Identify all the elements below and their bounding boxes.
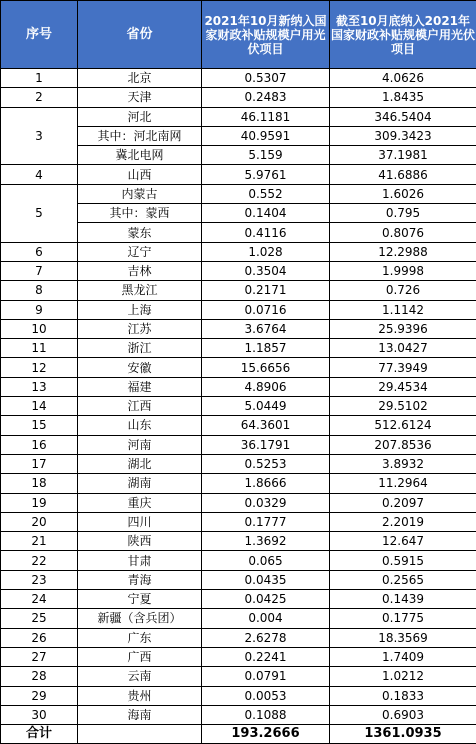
row-new-oct: 0.4116 bbox=[202, 223, 330, 242]
row-province: 山西 bbox=[78, 165, 202, 184]
row-new-oct: 0.0053 bbox=[202, 686, 330, 705]
row-cumulative: 1.9998 bbox=[330, 261, 476, 280]
row-cumulative: 1.6026 bbox=[330, 184, 476, 203]
row-cumulative: 0.8076 bbox=[330, 223, 476, 242]
row-new-oct: 64.3601 bbox=[202, 416, 330, 435]
row-cumulative: 346.5404 bbox=[330, 107, 476, 126]
row-new-oct: 0.0716 bbox=[202, 300, 330, 319]
row-province: 四川 bbox=[78, 512, 202, 531]
row-index: 13 bbox=[1, 377, 78, 396]
row-new-oct: 4.8906 bbox=[202, 377, 330, 396]
row-province: 浙江 bbox=[78, 339, 202, 358]
row-province: 河南 bbox=[78, 435, 202, 454]
row-cumulative: 512.6124 bbox=[330, 416, 476, 435]
row-province: 江西 bbox=[78, 397, 202, 416]
row-cumulative: 0.726 bbox=[330, 281, 476, 300]
table-row bbox=[1, 609, 476, 628]
row-province: 蒙东 bbox=[78, 223, 202, 242]
table-body bbox=[1, 69, 476, 744]
table-row bbox=[1, 454, 476, 473]
row-cumulative: 3.8932 bbox=[330, 454, 476, 473]
row-new-oct: 5.0449 bbox=[202, 397, 330, 416]
row-new-oct: 1.028 bbox=[202, 242, 330, 261]
row-cumulative: 13.0427 bbox=[330, 339, 476, 358]
row-new-oct: 0.0791 bbox=[202, 667, 330, 686]
row-province: 福建 bbox=[78, 377, 202, 396]
row-index: 6 bbox=[1, 242, 78, 261]
row-cumulative: 0.1775 bbox=[330, 609, 476, 628]
row-province: 云南 bbox=[78, 667, 202, 686]
row-cumulative: 41.6886 bbox=[330, 165, 476, 184]
row-cumulative: 37.1981 bbox=[330, 146, 476, 165]
row-index: 14 bbox=[1, 397, 78, 416]
row-cumulative: 1.1142 bbox=[330, 300, 476, 319]
row-province: 陕西 bbox=[78, 532, 202, 551]
table-row bbox=[1, 628, 476, 647]
row-cumulative: 0.5915 bbox=[330, 551, 476, 570]
row-new-oct: 5.159 bbox=[202, 146, 330, 165]
row-cumulative: 0.6903 bbox=[330, 705, 476, 724]
table-row bbox=[1, 377, 476, 396]
row-province: 山东 bbox=[78, 416, 202, 435]
table-row bbox=[1, 69, 476, 88]
row-cumulative: 1.8435 bbox=[330, 88, 476, 107]
header-new-oct: 2021年10月新纳入国家财政补贴规模户用光伏项目 bbox=[202, 1, 330, 69]
row-new-oct: 1.8666 bbox=[202, 474, 330, 493]
row-province: 黑龙江 bbox=[78, 281, 202, 300]
row-province: 江苏 bbox=[78, 319, 202, 338]
total-label: 合计 bbox=[1, 725, 78, 744]
row-province: 湖北 bbox=[78, 454, 202, 473]
table-header bbox=[1, 1, 476, 69]
row-index: 9 bbox=[1, 300, 78, 319]
row-new-oct: 0.3504 bbox=[202, 261, 330, 280]
row-cumulative: 29.4534 bbox=[330, 377, 476, 396]
table-row bbox=[1, 570, 476, 589]
row-new-oct: 15.6656 bbox=[202, 358, 330, 377]
row-province: 其中：蒙西 bbox=[78, 204, 202, 223]
row-index: 24 bbox=[1, 590, 78, 609]
table-row bbox=[1, 107, 476, 126]
table-row bbox=[1, 339, 476, 358]
total-cumulative: 1361.0935 bbox=[330, 725, 476, 744]
row-new-oct: 0.2241 bbox=[202, 647, 330, 666]
row-index: 11 bbox=[1, 339, 78, 358]
row-index: 25 bbox=[1, 609, 78, 628]
row-index: 19 bbox=[1, 493, 78, 512]
row-index: 27 bbox=[1, 647, 78, 666]
table-row bbox=[1, 416, 476, 435]
table-row bbox=[1, 647, 476, 666]
table-row bbox=[1, 165, 476, 184]
table-row bbox=[1, 300, 476, 319]
row-province: 海南 bbox=[78, 705, 202, 724]
row-index: 23 bbox=[1, 570, 78, 589]
row-index: 15 bbox=[1, 416, 78, 435]
total-new-oct: 193.2666 bbox=[202, 725, 330, 744]
total-row bbox=[1, 725, 476, 744]
row-index: 22 bbox=[1, 551, 78, 570]
table-row bbox=[1, 358, 476, 377]
row-cumulative: 0.1833 bbox=[330, 686, 476, 705]
row-index: 16 bbox=[1, 435, 78, 454]
row-new-oct: 3.6764 bbox=[202, 319, 330, 338]
header-row bbox=[1, 1, 476, 69]
row-new-oct: 5.9761 bbox=[202, 165, 330, 184]
row-cumulative: 12.647 bbox=[330, 532, 476, 551]
header-cumulative: 截至10月底纳入2021年国家财政补贴规模户用光伏项目 bbox=[330, 1, 476, 69]
row-cumulative: 2.2019 bbox=[330, 512, 476, 531]
table-row bbox=[1, 493, 476, 512]
row-cumulative: 18.3569 bbox=[330, 628, 476, 647]
row-province: 新疆（含兵团） bbox=[78, 609, 202, 628]
row-new-oct: 0.5307 bbox=[202, 69, 330, 88]
row-new-oct: 0.5253 bbox=[202, 454, 330, 473]
total-province-empty bbox=[78, 725, 202, 744]
row-cumulative: 0.1439 bbox=[330, 590, 476, 609]
header-index: 序号 bbox=[1, 1, 78, 69]
row-new-oct: 0.0425 bbox=[202, 590, 330, 609]
row-new-oct: 0.2171 bbox=[202, 281, 330, 300]
row-index: 28 bbox=[1, 667, 78, 686]
row-cumulative: 12.2988 bbox=[330, 242, 476, 261]
table-row bbox=[1, 686, 476, 705]
row-province: 贵州 bbox=[78, 686, 202, 705]
row-index: 30 bbox=[1, 705, 78, 724]
row-province: 宁夏 bbox=[78, 590, 202, 609]
row-province: 内蒙古 bbox=[78, 184, 202, 203]
table-row bbox=[1, 281, 476, 300]
row-cumulative: 0.2565 bbox=[330, 570, 476, 589]
row-new-oct: 0.1777 bbox=[202, 512, 330, 531]
table-row bbox=[1, 590, 476, 609]
table-row bbox=[1, 261, 476, 280]
row-new-oct: 0.004 bbox=[202, 609, 330, 628]
row-cumulative: 25.9396 bbox=[330, 319, 476, 338]
row-new-oct: 0.552 bbox=[202, 184, 330, 203]
row-province: 河北 bbox=[78, 107, 202, 126]
table-row bbox=[1, 705, 476, 724]
row-cumulative: 77.3949 bbox=[330, 358, 476, 377]
row-cumulative: 309.3423 bbox=[330, 126, 476, 145]
row-province: 青海 bbox=[78, 570, 202, 589]
row-new-oct: 0.2483 bbox=[202, 88, 330, 107]
table-row bbox=[1, 242, 476, 261]
row-cumulative: 1.7409 bbox=[330, 647, 476, 666]
table-row bbox=[1, 88, 476, 107]
table-row bbox=[1, 532, 476, 551]
row-index: 21 bbox=[1, 532, 78, 551]
row-index: 20 bbox=[1, 512, 78, 531]
row-province: 吉林 bbox=[78, 261, 202, 280]
row-index: 12 bbox=[1, 358, 78, 377]
table-row bbox=[1, 184, 476, 203]
row-province: 上海 bbox=[78, 300, 202, 319]
row-new-oct: 36.1791 bbox=[202, 435, 330, 454]
table-row bbox=[1, 474, 476, 493]
row-province: 其中：河北南网 bbox=[78, 126, 202, 145]
row-province: 安徽 bbox=[78, 358, 202, 377]
row-new-oct: 1.1857 bbox=[202, 339, 330, 358]
row-cumulative: 0.2097 bbox=[330, 493, 476, 512]
row-index: 17 bbox=[1, 454, 78, 473]
row-index: 26 bbox=[1, 628, 78, 647]
row-index: 2 bbox=[1, 88, 78, 107]
table-row bbox=[1, 667, 476, 686]
row-province: 辽宁 bbox=[78, 242, 202, 261]
row-new-oct: 1.3692 bbox=[202, 532, 330, 551]
row-index: 10 bbox=[1, 319, 78, 338]
row-province: 湖南 bbox=[78, 474, 202, 493]
row-new-oct: 0.0329 bbox=[202, 493, 330, 512]
row-province: 甘肃 bbox=[78, 551, 202, 570]
row-new-oct: 0.0435 bbox=[202, 570, 330, 589]
row-new-oct: 0.1088 bbox=[202, 705, 330, 724]
row-new-oct: 0.1404 bbox=[202, 204, 330, 223]
table-row bbox=[1, 512, 476, 531]
row-cumulative: 207.8536 bbox=[330, 435, 476, 454]
row-index: 18 bbox=[1, 474, 78, 493]
row-cumulative: 1.0212 bbox=[330, 667, 476, 686]
row-province: 天津 bbox=[78, 88, 202, 107]
row-cumulative: 4.0626 bbox=[330, 69, 476, 88]
header-province: 省份 bbox=[78, 1, 202, 69]
row-new-oct: 40.9591 bbox=[202, 126, 330, 145]
row-cumulative: 29.5102 bbox=[330, 397, 476, 416]
row-index: 4 bbox=[1, 165, 78, 184]
table-row bbox=[1, 397, 476, 416]
row-index: 29 bbox=[1, 686, 78, 705]
row-cumulative: 11.2964 bbox=[330, 474, 476, 493]
row-index: 8 bbox=[1, 281, 78, 300]
table-row bbox=[1, 551, 476, 570]
row-new-oct: 46.1181 bbox=[202, 107, 330, 126]
row-new-oct: 0.065 bbox=[202, 551, 330, 570]
row-new-oct: 2.6278 bbox=[202, 628, 330, 647]
row-province: 冀北电网 bbox=[78, 146, 202, 165]
table-row bbox=[1, 435, 476, 454]
row-cumulative: 0.795 bbox=[330, 204, 476, 223]
row-province: 北京 bbox=[78, 69, 202, 88]
row-province: 广西 bbox=[78, 647, 202, 666]
row-index: 1 bbox=[1, 69, 78, 88]
table-row bbox=[1, 319, 476, 338]
row-province: 广东 bbox=[78, 628, 202, 647]
row-index: 7 bbox=[1, 261, 78, 280]
row-index: 3 bbox=[1, 107, 78, 165]
row-index: 5 bbox=[1, 184, 78, 242]
row-province: 重庆 bbox=[78, 493, 202, 512]
